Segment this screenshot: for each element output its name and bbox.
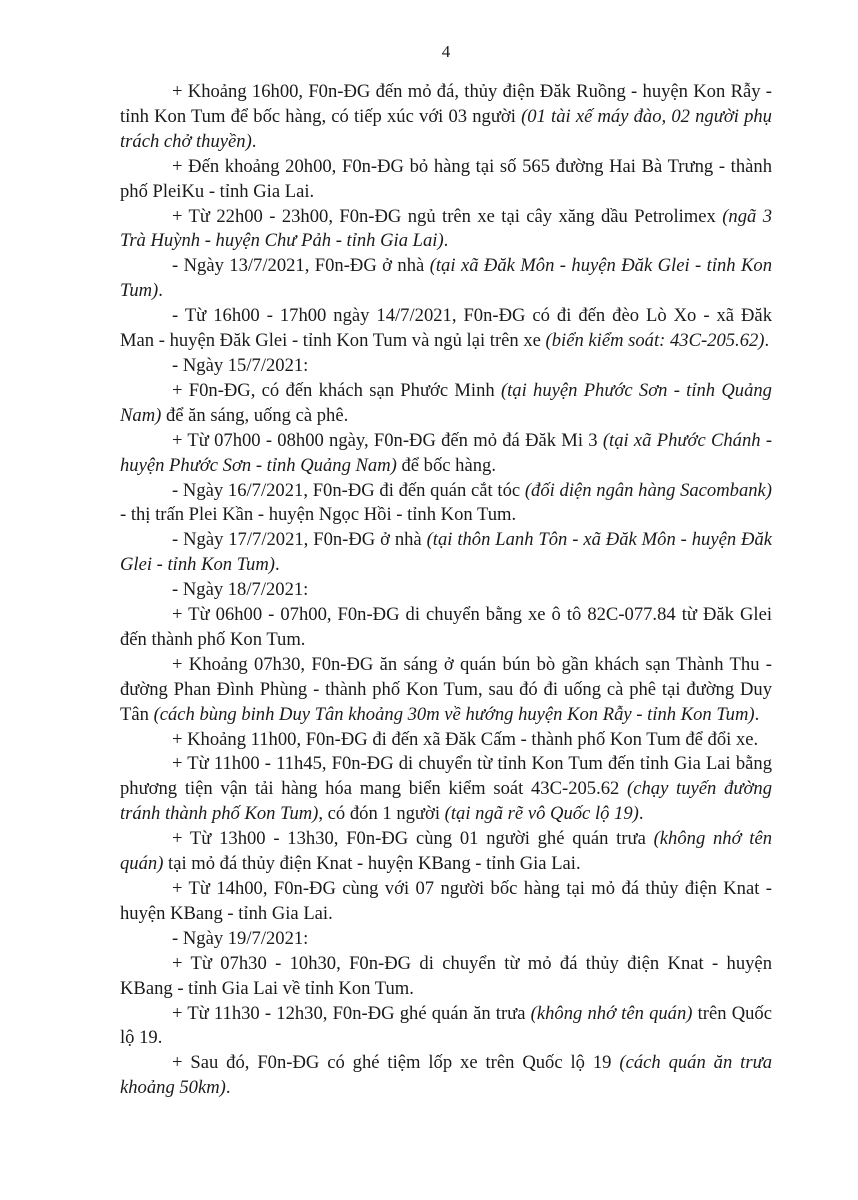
paragraph bbox=[120, 155, 772, 205]
text-run: + Sau đó, F0n-ĐG có ghé tiệm lốp xe trên Quốc lộ 19 bbox=[172, 1052, 620, 1074]
document-body bbox=[120, 80, 772, 1101]
text-run: + F0n-ĐG, có đến khách sạn Phước Minh bbox=[172, 379, 501, 401]
italic-note: (cách quán ăn trưa khoảng 50km) bbox=[120, 1052, 773, 1099]
text-run: + Từ 11h30 - 12h30, F0n-ĐG ghé quán ăn trưa bbox=[172, 1002, 531, 1024]
paragraph bbox=[120, 1002, 772, 1052]
text-run: + Đến khoảng 20h00, F0n-ĐG bỏ hàng tại số 565 đường Hai Bà Trưng - thành phố PleiKu - tỉnh Gia Lai. bbox=[120, 155, 772, 202]
text-run: + Từ 14h00, F0n-ĐG cùng với 07 người bốc hàng tại mỏ đá thủy điện Knat - huyện KBang - tỉnh Gia Lai. bbox=[120, 878, 772, 924]
paragraph bbox=[120, 653, 772, 728]
text-run: + Từ 22h00 - 23h00, F0n-ĐG ngủ trên xe tại cây xăng dầu Petrolimex bbox=[172, 205, 723, 227]
text-run: + Khoảng 07h30, F0n-ĐG ăn sáng ở quán bún bò gần khách sạn Thành Thu - đường Phan Đình Phùng - thành phố Kon Tum, sau đó đi uống cà phê tại đường Duy Tân bbox=[120, 653, 772, 725]
italic-note: (tại huyện Phước Sơn - tỉnh Quảng Nam) bbox=[120, 379, 772, 426]
text-run: + Từ 07h30 - 10h30, F0n-ĐG di chuyển từ mỏ đá thủy điện Knat - huyện KBang - tỉnh Gia Lai về tỉnh Kon Tum. bbox=[120, 952, 772, 999]
text-run: + Khoảng 16h00, F0n-ĐG đến mỏ đá, thủy điện Đăk Ruồng - huyện Kon Rẫy -tỉnh Kon Tum để bốc hàng, có tiếp xúc với 03 người bbox=[120, 81, 772, 127]
text-run: - thị trấn Plei Kần - huyện Ngọc Hồi - tỉnh Kon Tum. bbox=[120, 504, 517, 526]
text-run: . bbox=[274, 554, 280, 576]
italic-note: (tại xã Phước Chánh - huyện Phước Sơn - tỉnh Quảng Nam) bbox=[120, 429, 773, 476]
paragraph bbox=[120, 254, 772, 304]
paragraph bbox=[120, 528, 772, 578]
text-run: - Từ 16h00 - 17h00 ngày 14/7/2021, F0n-ĐG có đi đến đèo Lò Xo - xã Đăk Man - huyện Đăk Glei - tỉnh Kon Tum và ngủ lại trên xe bbox=[120, 305, 772, 352]
text-run: - Ngày 18/7/2021: bbox=[172, 579, 309, 601]
text-run: - Ngày 15/7/2021: bbox=[172, 354, 309, 376]
paragraph bbox=[120, 927, 772, 952]
text-run: , có đón 1 người bbox=[318, 803, 445, 825]
text-run: . bbox=[754, 703, 760, 725]
paragraph bbox=[120, 479, 772, 529]
text-run: - Ngày 19/7/2021: bbox=[172, 927, 309, 949]
paragraph bbox=[120, 827, 772, 877]
paragraph bbox=[120, 877, 772, 927]
paragraph bbox=[120, 429, 772, 479]
text-run: . bbox=[443, 230, 449, 252]
text-run: + Khoảng 11h00, F0n-ĐG đi đến xã Đăk Cấm - thành phố Kon Tum để đổi xe. bbox=[172, 728, 759, 750]
paragraph bbox=[120, 379, 772, 429]
text-run: + Từ 13h00 - 13h30, F0n-ĐG cùng 01 người ghé quán trưa bbox=[172, 828, 654, 850]
paragraph bbox=[120, 80, 772, 155]
italic-note: (không nhớ tên quán) bbox=[120, 828, 772, 875]
page-number: 4 bbox=[441, 42, 451, 61]
italic-note: (tại xã Đăk Môn - huyện Đăk Glei - tỉnh Kon Tum) bbox=[120, 255, 773, 302]
text-run: . bbox=[251, 130, 257, 152]
text-run: . bbox=[764, 330, 770, 352]
text-run: - Ngày 13/7/2021, F0n-ĐG ở nhà bbox=[172, 255, 430, 277]
paragraph bbox=[120, 603, 772, 653]
paragraph bbox=[120, 304, 772, 354]
text-run: để bốc hàng. bbox=[396, 454, 496, 476]
italic-note: (tại thôn Lanh Tôn - xã Đăk Môn - huyện Đăk Glei - tỉnh Kon Tum) bbox=[120, 529, 772, 576]
italic-note: (chạy tuyến đường tránh thành phố Kon Tum) bbox=[120, 778, 772, 825]
text-run: - Ngày 16/7/2021, F0n-ĐG đi đến quán cắt tóc bbox=[172, 479, 525, 501]
italic-note: (cách bùng binh Duy Tân khoảng 30m về hướng huyện Kon Rẫy - tỉnh Kon Tum) bbox=[153, 703, 755, 725]
text-run: để ăn sáng, uống cà phê. bbox=[161, 404, 349, 426]
paragraph bbox=[120, 752, 772, 827]
text-run: . bbox=[158, 280, 163, 302]
text-run: - Ngày 17/7/2021, F0n-ĐG ở nhà bbox=[172, 529, 427, 551]
text-run: . bbox=[638, 803, 644, 825]
italic-note: (01 tài xế máy đào, 02 người phụ trách chở thuyền) bbox=[120, 105, 772, 152]
paragraph bbox=[120, 205, 772, 255]
paragraph bbox=[120, 952, 772, 1002]
text-run: tại mỏ đá thủy điện Knat - huyện KBang - tỉnh Gia Lai. bbox=[163, 853, 581, 875]
paragraph bbox=[120, 728, 772, 753]
text-run: + Từ 11h00 - 11h45, F0n-ĐG di chuyển từ tỉnh Kon Tum đến tỉnh Gia Lai bằng phương tiện vận tải hàng hóa mang biển kiểm soát 43C-205.62 bbox=[120, 753, 772, 800]
italic-note: (biển kiểm soát: 43C-205.62) bbox=[545, 330, 765, 352]
paragraph bbox=[120, 578, 772, 603]
paragraph bbox=[120, 1051, 772, 1101]
text-run: trên Quốc lộ 19. bbox=[120, 1002, 772, 1049]
paragraph bbox=[120, 354, 772, 379]
italic-note: (ngã 3 Trà Huỳnh - huyện Chư Pảh - tỉnh Gia Lai) bbox=[120, 205, 772, 252]
text-run: + Từ 06h00 - 07h00, F0n-ĐG di chuyển bằng xe ô tô 82C-077.84 từ Đăk Glei đến thành phố Kon Tum. bbox=[120, 604, 772, 650]
italic-note: (tại ngã rẽ vô Quốc lộ 19) bbox=[444, 803, 639, 825]
italic-note: (không nhớ tên quán) bbox=[530, 1002, 693, 1024]
text-run: . bbox=[225, 1077, 231, 1099]
text-run: + Từ 07h00 - 08h00 ngày, F0n-ĐG đến mỏ đá Đăk Mi 3 bbox=[172, 429, 603, 451]
italic-note: (đối diện ngân hàng Sacombank) bbox=[524, 479, 772, 501]
